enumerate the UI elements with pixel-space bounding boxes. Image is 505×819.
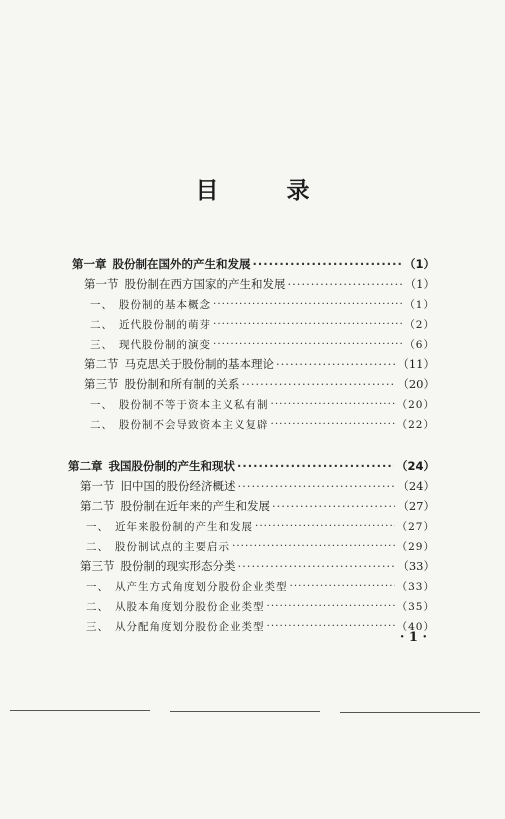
leader-dots <box>237 459 394 473</box>
page-number: · 1 · <box>399 630 427 645</box>
page-title: 目 录 <box>195 178 340 204</box>
scan-edge-line <box>340 712 480 713</box>
toc-number: 三、 <box>86 620 109 633</box>
toc-page: （2） <box>404 318 435 331</box>
toc-number: 二、 <box>90 418 113 431</box>
scan-edge-line <box>10 710 150 711</box>
toc-text: 股份制在西方国家的产生和发展 <box>124 277 286 291</box>
toc-number: 一、 <box>90 398 113 411</box>
toc-number: 第三节 <box>80 559 115 573</box>
toc-text: 马克思关于股份制的基本理论 <box>124 357 274 371</box>
toc-number: 第一节 <box>80 479 115 493</box>
toc-page: （1） <box>404 298 435 311</box>
toc-page: （24） <box>397 479 435 493</box>
toc-number: 一、 <box>86 520 109 533</box>
toc-item-2-3-2[interactable] <box>86 596 435 616</box>
toc-page: （6） <box>404 338 435 351</box>
toc-number: 第二节 <box>80 499 115 513</box>
toc-text: 股份制试点的主要启示 <box>115 540 230 553</box>
toc-page: （1） <box>404 277 435 291</box>
scan-edge-line <box>170 711 320 712</box>
leader-dots <box>213 338 402 350</box>
leader-dots <box>242 377 396 391</box>
toc-page: （11） <box>397 357 435 371</box>
leader-dots <box>238 559 396 573</box>
toc-number: 二、 <box>86 600 109 613</box>
toc-text: 股份制在近年来的产生和发展 <box>120 499 270 513</box>
toc-item-1-1-1[interactable] <box>90 294 435 314</box>
toc-page: （40） <box>396 620 435 633</box>
toc-section-2-1[interactable] <box>80 476 435 496</box>
toc-item-1-1-2[interactable] <box>90 314 435 334</box>
toc-item-2-2-2[interactable] <box>86 536 435 556</box>
toc-number: 三、 <box>90 338 113 351</box>
toc-text: 从分配角度划分股份企业类型 <box>115 620 265 633</box>
toc-number: 一、 <box>90 298 113 311</box>
toc-section-2-2[interactable] <box>80 496 435 516</box>
toc-section-1-2[interactable] <box>84 354 435 374</box>
toc-number: 二、 <box>90 318 113 331</box>
toc-page: （22） <box>396 418 435 431</box>
toc-page: （24） <box>395 459 435 473</box>
toc-text: 股份制在国外的产生和发展 <box>112 257 251 271</box>
leader-dots <box>267 600 395 612</box>
toc-number: 第二节 <box>84 357 119 371</box>
toc-text: 股份制不等于资本主义私有制 <box>119 398 269 411</box>
toc-text: 我国股份制的产生和现状 <box>108 459 235 473</box>
toc-text: 近代股份制的萌芽 <box>119 318 211 331</box>
toc-section-1-3[interactable] <box>84 374 435 394</box>
leader-dots <box>213 298 402 310</box>
toc-number: 二、 <box>86 540 109 553</box>
toc-section-2-3[interactable] <box>80 556 435 576</box>
leader-dots <box>271 398 395 410</box>
leader-dots <box>213 318 402 330</box>
toc-chapter-1[interactable] <box>72 254 435 274</box>
toc-text: 从产生方式角度划分股份企业类型 <box>115 580 288 593</box>
leader-dots <box>272 499 395 513</box>
toc-page: （1） <box>403 257 435 271</box>
toc-item-2-2-1[interactable] <box>86 516 435 536</box>
toc-text: 股份制的基本概念 <box>119 298 211 311</box>
toc-number: 第二章 <box>68 459 103 473</box>
leader-dots <box>271 418 395 430</box>
toc-text: 股份制的现实形态分类 <box>120 559 236 573</box>
leader-dots <box>290 580 395 592</box>
toc-text: 近年来股份制的产生和发展 <box>115 520 253 533</box>
toc-number: 第一章 <box>72 257 107 271</box>
leader-dots <box>288 277 403 291</box>
toc-page: （27） <box>396 520 435 533</box>
toc-text: 从股本角度划分股份企业类型 <box>115 600 265 613</box>
toc-page: （20） <box>396 398 435 411</box>
toc-page: （33） <box>396 580 435 593</box>
toc-text: 股份制和所有制的关系 <box>124 377 240 391</box>
leader-dots <box>232 540 395 552</box>
toc-item-2-3-1[interactable] <box>86 576 435 596</box>
toc-item-1-1-3[interactable] <box>90 334 435 354</box>
toc-page: （33） <box>397 559 435 573</box>
toc-number: 第一节 <box>84 277 119 291</box>
toc-page: （35） <box>396 600 435 613</box>
toc-page: （27） <box>397 499 435 513</box>
toc-number: 第三节 <box>84 377 119 391</box>
toc-item-1-3-2[interactable] <box>90 414 435 434</box>
toc-page: （29） <box>396 540 435 553</box>
toc-text: 现代股份制的演变 <box>119 338 211 351</box>
toc-section-1-1[interactable] <box>84 274 435 294</box>
toc-item-1-3-1[interactable] <box>90 394 435 414</box>
leader-dots <box>276 357 395 371</box>
toc-text: 旧中国的股份经济概述 <box>120 479 236 493</box>
leader-dots <box>253 257 402 271</box>
leader-dots <box>255 520 395 532</box>
toc-number: 一、 <box>86 580 109 593</box>
toc-chapter-2[interactable] <box>68 456 435 476</box>
leader-dots <box>238 479 396 493</box>
toc-page: （20） <box>397 377 435 391</box>
toc-text: 股份制不会导致资本主义复辟 <box>119 418 269 431</box>
